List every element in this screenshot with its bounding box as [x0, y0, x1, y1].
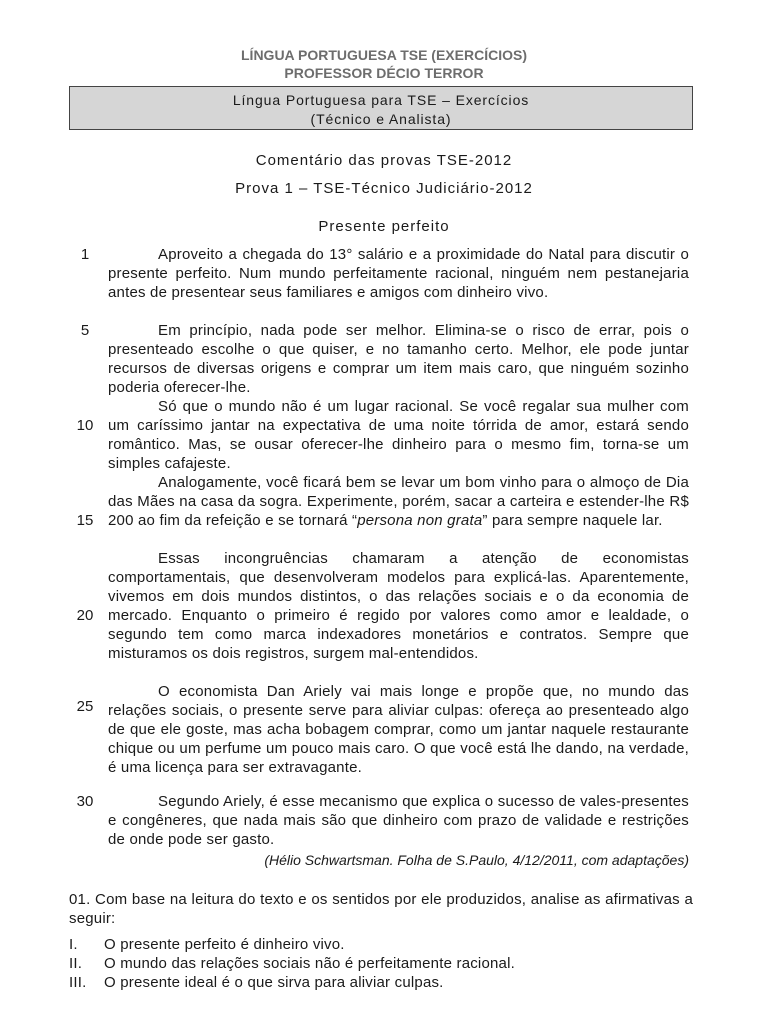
line-number: 5 — [80, 322, 90, 339]
paragraph-6: O economista Dan Ariely vai mais longe e propõe que, no mundo das relações sociais, o presente serve para aliviar culpas: ofereça ao presenteado algo de que ele goste, mas acha bobagem comprar, como um jantar naquele restaurante chique ou um perfume um pouco mais caro. O que você está lhe dando, na verdade, é uma licença para ser extravagante. — [108, 683, 689, 776]
question-prompt: 01. Com base na leitura do texto e os sentidos por ele produzidos, analise as afirmativas a seguir: — [69, 891, 693, 927]
text-source-citation: (Hélio Schwartsman. Folha de S.Paulo, 4/12/2011, com adaptações) — [264, 852, 689, 868]
line-number: 15 — [76, 512, 94, 529]
line-number: 30 — [76, 793, 94, 810]
line-number: 1 — [80, 246, 90, 263]
text-title: Presente perfeito — [318, 218, 450, 235]
line-number: 25 — [76, 698, 94, 715]
paragraph-4: Analogamente, você ficará bem se levar um bom vinho para o almoço de Dia das Mães na casa da sogra. Experimente, porém, sacar a carteira e estender-lhe R$ 200 ao fim da refeição e se tornará “persona non grata” para sempre naquele lar. — [108, 474, 689, 529]
paragraph-7: Segundo Ariely, é esse mecanismo que explica o sucesso de vales-presentes e congêneres, que nada mais são que dinheiro com prazo de validade e restrições de onde pode ser gasto. — [108, 793, 689, 848]
option-iii: III. O presente ideal é o que sirva para aliviar culpas. — [69, 974, 444, 991]
line-number: 10 — [76, 417, 94, 434]
document-header-professor: PROFESSOR DÉCIO TERROR — [284, 65, 484, 81]
title-box-line2: (Técnico e Analista) — [310, 111, 452, 127]
italic-expression: persona non grata — [357, 512, 483, 529]
commentary-heading: Comentário das provas TSE-2012 — [255, 152, 513, 169]
option-i: I. O presente perfeito é dinheiro vivo. — [69, 936, 345, 953]
line-number: 20 — [76, 607, 94, 624]
option-ii: II. O mundo das relações sociais não é perfeitamente racional. — [69, 955, 515, 972]
paragraph-1: Aproveito a chegada do 13° salário e a proximidade do Natal para discutir o presente perfeito. Num mundo perfeitamente racional, ninguém nem pestanejaria antes de presentear seus familiares e amigos com dinheiro vivo. — [108, 246, 689, 301]
paragraph-5: Essas incongruências chamaram a atenção de economistas comportamentais, que desenvolveram modelos para explicá-las. Aparentemente, vivemos em dois mundos distintos, o das relações sociais e o da economia de mercado. Enquanto o primeiro é regido por valores como amor e lealdade, o segundo tem como marca indexadores monetários e contratos. Sempre que misturamos os dois registros, surgem mal-entendidos. — [108, 550, 689, 662]
title-box-line1: Língua Portuguesa para TSE – Exercícios — [232, 92, 530, 108]
paragraph-3: Só que o mundo não é um lugar racional. Se você regalar sua mulher com um caríssimo jantar na expectativa de uma noite tórrida de amor, estará sendo romântico. Mas, se ousar oferecer-lhe dinheiro para o mesmo fim, torna-se um simples cafajeste. — [108, 398, 689, 472]
exam-heading: Prova 1 – TSE-Técnico Judiciário-2012 — [235, 180, 533, 197]
paragraph-2: Em princípio, nada pode ser melhor. Elimina-se o risco de errar, pois o presenteado escolhe o que quiser, e no tamanho certo. Melhor, ele pode juntar recursos de diversas origens e comprar um item mais caro, que ninguém sozinho poderia oferecer-lhe. — [108, 322, 689, 396]
title-box — [69, 86, 693, 130]
document-header-subject: LÍNGUA PORTUGUESA TSE (EXERCÍCIOS) — [241, 47, 527, 63]
